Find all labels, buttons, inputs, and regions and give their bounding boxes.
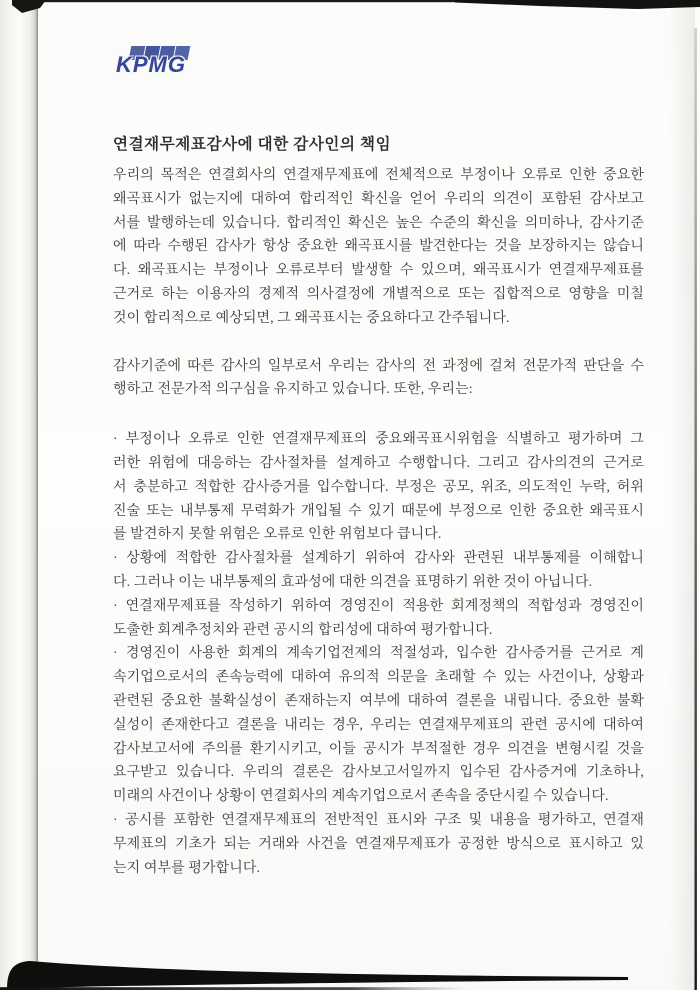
- text-line: 속기업으로서의 존속능력에 대하여 유의적 의문을 초래할 수 있는 사건이나, 상황과: [113, 670, 644, 686]
- bullet-item: [113, 547, 644, 595]
- text-line: 다. 그러나 이는 내부통제의 효과성에 대한 의견을 표명하기 위한 것이 아닙니다.: [113, 574, 593, 590]
- text-line: · 경영진이 사용한 회계의 계속기업전제의 적절성과, 입수한 감사증거를 근거로 계: [113, 646, 644, 662]
- text-line: 서 충분하고 적합한 감사증거를 입수합니다. 부정은 공모, 위조, 의도적인 누락, 허위: [113, 479, 644, 495]
- text-line: 요구받고 있습니다. 우리의 결론은 감사보고서일까지 입수된 감사증거에 기초하나,: [113, 765, 644, 781]
- bullet-item: [113, 809, 644, 880]
- kpmg-logo: [116, 44, 226, 86]
- text-line: 는지 여부를 평가합니다.: [113, 860, 261, 876]
- text-line: 에 따라 수행된 감사가 항상 중요한 왜곡표시를 발견한다는 것을 보장하지는 않습니: [113, 239, 644, 255]
- text-line: 를 발견하지 못할 위험은 오류로 인한 위험보다 큽니다.: [113, 527, 442, 543]
- text-line: 실성이 존재한다고 결론을 내리는 경우, 우리는 연결재무제표의 관련 공시에 대하여: [113, 717, 644, 733]
- text-line: 서를 발행하는데 있습니다. 합리적인 확신은 높은 수준의 확신을 의미하나, 감사기준: [113, 215, 644, 231]
- bullet-item: [113, 595, 644, 643]
- text-line: 감사기준에 따른 감사의 일부로서 우리는 감사의 전 과정에 걸쳐 전문가적 판단을 수: [113, 358, 644, 374]
- text-line: 러한 위험에 대응하는 감사절차를 설계하고 수행합니다. 그리고 감사의견의 근거로: [113, 455, 644, 471]
- text-line: 왜곡표시가 없는지에 대하여 합리적인 확신을 얻어 우리의 의견이 포함된 감사보고: [113, 191, 644, 207]
- text-line: 도출한 회계추정치와 관련 공시의 합리성에 대하여 평가합니다.: [113, 622, 493, 638]
- text-line: 것이 합리적으로 예상되면, 그 왜곡표시는 중요하다고 간주됩니다.: [113, 310, 510, 326]
- kpmg-logo-text: KPMG: [116, 52, 186, 77]
- page-title: 연결재무제표감사에 대한 감사인의 책임: [113, 136, 392, 153]
- text-line: 다. 왜곡표시는 부정이나 오류로부터 발생할 수 있으며, 왜곡표시가 연결재무제표를: [113, 263, 644, 279]
- paragraph: [113, 355, 644, 403]
- document-body: [113, 164, 644, 880]
- document-content: [113, 133, 644, 880]
- text-line: · 공시를 포함한 연결재무제표의 전반적인 표시와 구조 및 내용을 평가하고, 연결재: [113, 812, 644, 828]
- text-line: 진술 또는 내부통제 무력화가 개입될 수 있기 때문에 부정으로 인한 중요한 왜곡표시: [113, 503, 644, 519]
- text-line: 무제표의 기초가 되는 거래와 사건을 연결재무제표가 공정한 방식으로 표시하고 있: [113, 836, 644, 852]
- text-line: 우리의 목적은 연결회사의 연결재무제표에 전체적으로 부정이나 오류로 인한 중요한: [113, 168, 644, 183]
- text-line: · 연결재무제표를 작성하기 위하여 경영진이 적용한 회계정책의 적합성과 경영진이: [113, 598, 644, 614]
- paragraph: [113, 164, 644, 331]
- page-curve-gradient: [0, 0, 38, 990]
- bullet-item: [113, 428, 644, 547]
- text-line: 행하고 전문가적 의구심을 유지하고 있습니다. 또한, 우리는:: [113, 382, 473, 398]
- text-line: 관련된 중요한 불확실성이 존재하는지 여부에 대하여 결론을 내립니다. 중요한 불확: [113, 693, 644, 709]
- page-right-shade: [669, 0, 695, 990]
- text-line: · 상황에 적합한 감사절차를 설계하기 위하여 감사와 관련된 내부통제를 이해합니: [113, 551, 644, 567]
- text-line: 감사보고서에 주의를 환기시키고, 이들 공시가 부적절한 경우 의견을 변형시킬 것을: [113, 741, 644, 757]
- text-line: · 부정이나 오류로 인한 연결재무제표의 중요왜곡표시위험을 식별하고 평가하며 그: [113, 432, 644, 448]
- text-line: 미래의 사건이나 상황이 연결회사의 계속기업으로서 존속을 중단시킬 수 있습니다.: [113, 789, 609, 805]
- text-line: 근거로 하는 이용자의 경제적 의사결정에 개별적으로 또는 집합적으로 영향을 미칠: [113, 286, 644, 302]
- bullet-item: [113, 642, 644, 809]
